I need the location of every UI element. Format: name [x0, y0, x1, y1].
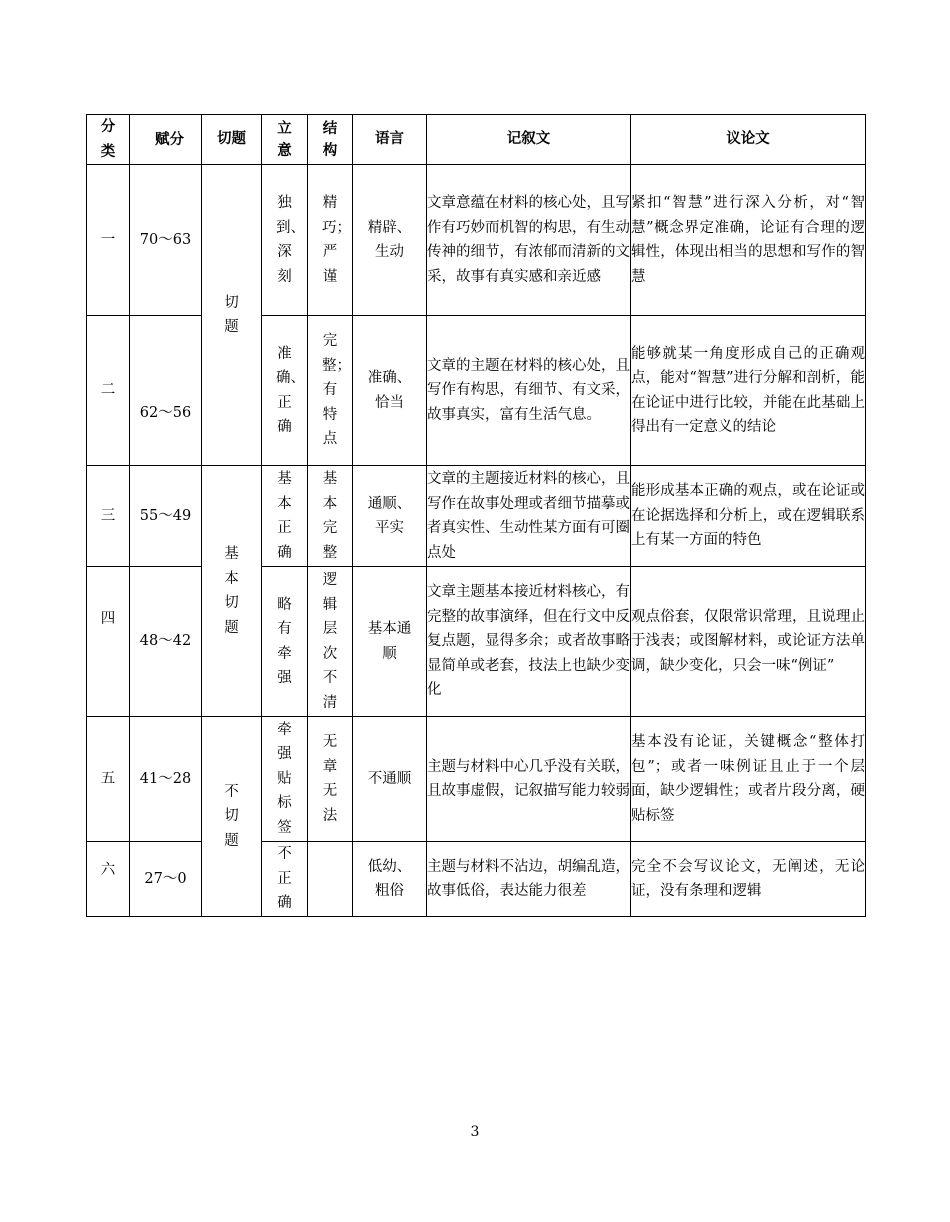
structure-cell: 无章无法 — [308, 717, 353, 842]
narrative-cell: 主题与材料不沾边，胡编乱造，故事低俗，表达能力很差 — [427, 842, 631, 917]
page-number: 3 — [470, 1124, 480, 1140]
narrative-cell: 文章的主题在材料的核心处，且写作有构思，有细节、有文采，故事真实，富有生活气息。 — [427, 316, 631, 466]
class-cell: 五 — [87, 717, 130, 842]
class-cell: 四 — [87, 567, 130, 717]
header-topic: 切题 — [202, 115, 262, 165]
header-row — [87, 115, 866, 165]
header-class: 分类 — [87, 115, 130, 165]
header-language: 语言 — [353, 115, 427, 165]
language-cell: 准确、恰当 — [353, 316, 427, 466]
argument-cell: 基本没有论证，关键概念“整体打包”；或者一味例证且止于一个层面，缺少逻辑性；或者片段分离，硬贴标签 — [631, 717, 866, 842]
theme-cell: 不正确 — [262, 842, 308, 917]
grading-table — [86, 114, 866, 917]
theme-cell: 准确、正确 — [262, 316, 308, 466]
header-score: 赋分 — [130, 115, 202, 165]
topic-group-cell: 切题 — [202, 165, 262, 466]
table-row — [87, 165, 866, 316]
theme-cell: 牵强贴标签 — [262, 717, 308, 842]
topic-group-cell: 不切题 — [202, 717, 262, 917]
argument-cell: 观点俗套，仅限常识常理，且说理止于浅表；或图解材料，或论证方法单调，缺少变化，只会一味“例证” — [631, 567, 866, 717]
theme-cell: 略有牵强 — [262, 567, 308, 717]
score-cell: 48～42 — [130, 567, 202, 717]
theme-cell: 基本正确 — [262, 466, 308, 567]
language-cell: 精辟、生动 — [353, 165, 427, 316]
header-narrative: 记叙文 — [427, 115, 631, 165]
theme-cell: 独到、深刻 — [262, 165, 308, 316]
structure-cell — [308, 842, 353, 917]
class-cell: 六 — [87, 842, 130, 917]
argument-cell: 紧扣“智慧”进行深入分析，对“智慧”概念界定准确，论证有合理的逻辑性，体现出相当的思想和写作的智慧 — [631, 165, 866, 316]
class-cell: 二 — [87, 316, 130, 466]
structure-cell: 基本完整 — [308, 466, 353, 567]
score-cell: 70～63 — [130, 165, 202, 316]
header-argument: 议论文 — [631, 115, 866, 165]
header-theme: 立意 — [262, 115, 308, 165]
argument-cell: 完全不会写议论文，无阐述，无论证，没有条理和逻辑 — [631, 842, 866, 917]
table-row — [87, 466, 866, 567]
narrative-cell: 文章的主题接近材料的核心，且写作在故事处理或者细节描摹或者真实性、生动性某方面有可圈点处 — [427, 466, 631, 567]
score-cell: 27～0 — [130, 842, 202, 917]
class-cell: 一 — [87, 165, 130, 316]
score-cell: 55～49 — [130, 466, 202, 567]
header-structure: 结构 — [308, 115, 353, 165]
structure-cell: 完整；有特点 — [308, 316, 353, 466]
topic-group-cell: 基本切题 — [202, 466, 262, 717]
language-cell: 基本通顺 — [353, 567, 427, 717]
language-cell: 不通顺 — [353, 717, 427, 842]
class-cell: 三 — [87, 466, 130, 567]
narrative-cell: 文章意蕴在材料的核心处，且写作有巧妙而机智的构思，有生动传神的细节，有浓郁而清新的文采，故事有真实感和亲近感 — [427, 165, 631, 316]
score-cell: 41～28 — [130, 717, 202, 842]
structure-cell: 逻辑层次不清 — [308, 567, 353, 717]
table-row — [87, 717, 866, 842]
narrative-cell: 文章主题基本接近材料核心，有完整的故事演绎，但在行文中反复点题，显得多余；或者故事略显简单或老套，技法上也缺少变化 — [427, 567, 631, 717]
structure-cell: 精巧；严谨 — [308, 165, 353, 316]
argument-cell: 能够就某一角度形成自己的正确观点，能对“智慧”进行分解和剖析，能在论证中进行比较，并能在此基础上得出有一定意义的结论 — [631, 316, 866, 466]
narrative-cell: 主题与材料中心几乎没有关联，且故事虚假，记叙描写能力较弱 — [427, 717, 631, 842]
language-cell: 通顺、平实 — [353, 466, 427, 567]
language-cell: 低幼、粗俗 — [353, 842, 427, 917]
argument-cell: 能形成基本正确的观点，或在论证或在论据选择和分析上，或在逻辑联系上有某一方面的特色 — [631, 466, 866, 567]
score-cell: 62～56 — [130, 316, 202, 466]
